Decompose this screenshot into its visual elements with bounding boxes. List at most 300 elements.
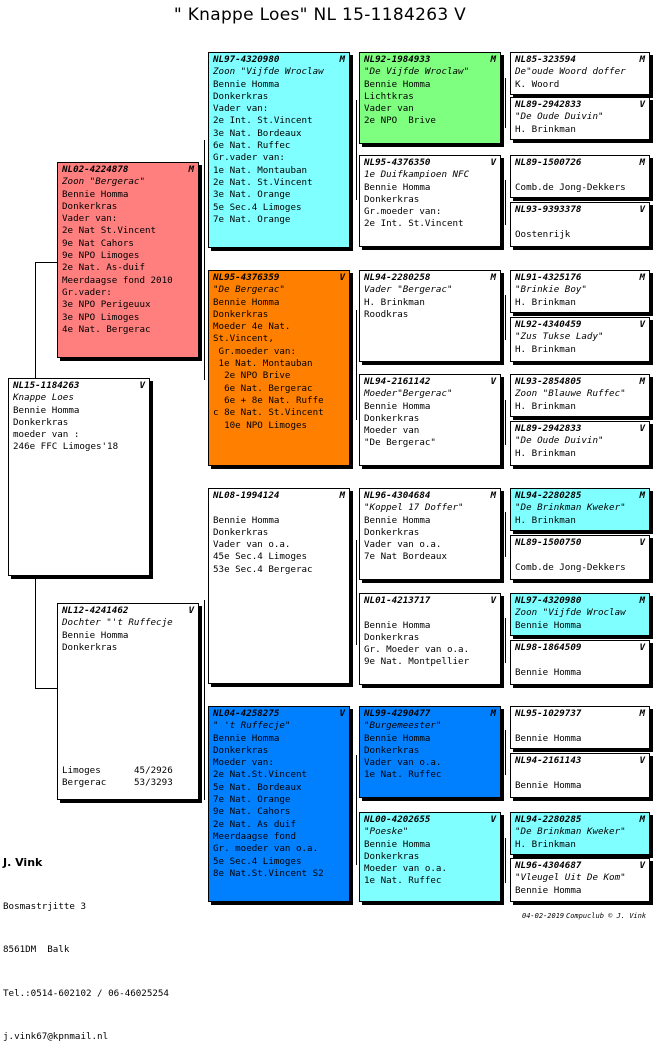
connector <box>204 140 205 380</box>
pigeon-subject <box>8 378 150 576</box>
pigeon-line: Donkerkras <box>213 526 269 538</box>
pigeon-name <box>213 502 345 514</box>
pigeon-name: "Poeske" <box>364 826 409 838</box>
pigeon-name: Dochter "'t Ruffecje <box>62 617 173 629</box>
pigeon-g16 <box>510 858 650 902</box>
pigeon-name: Zoon "Vijfde Wroclaw <box>213 66 324 78</box>
pigeon-name: De"oude Woord doffer <box>515 66 626 78</box>
ring-number: 94-2161142 <box>375 376 431 387</box>
sex-marker: V <box>490 814 496 825</box>
ring-number: 99-4290477 <box>375 708 431 719</box>
pigeon-line: Vader van: <box>62 213 118 225</box>
pigeon-line: 5e Sec.4 Limoges <box>213 201 302 213</box>
pigeon-line: Gr.moeder van: <box>213 345 296 357</box>
connector <box>356 540 357 645</box>
pigeon-line: 2e NPO Brive <box>213 370 291 382</box>
pigeon-line: Bennie Homma <box>213 514 280 526</box>
ring-number: 04-4258275 <box>224 708 280 719</box>
spacer <box>62 716 194 728</box>
pigeon-line: Vader van <box>364 103 414 115</box>
country-code: NL <box>364 272 376 283</box>
pigeon-line: Vader van o.a. <box>364 539 442 551</box>
sex-marker: V <box>639 537 645 548</box>
pigeon-g4 <box>510 202 650 247</box>
pigeon-line: 7e Nat. Orange <box>213 213 291 225</box>
pigeon-name: Vader "Bergerac" <box>364 284 453 296</box>
pigeon-line: 9e Nat. Montpellier <box>364 656 470 668</box>
pigeon-line: 5e Sec.4 Limoges <box>213 855 302 867</box>
pigeon-name: Zoon "Vijfde Wroclaw <box>515 607 626 619</box>
pigeon-line: "De Bergerac" <box>364 437 436 449</box>
pigeon-name: "Koppel 17 Doffer" <box>364 502 464 514</box>
pigeon-name: "De Oude Duivin" <box>515 111 604 123</box>
race-score: 45/2926 <box>134 764 173 776</box>
connector <box>35 262 57 263</box>
pigeon-line: 10e NPO Limoges <box>213 419 308 431</box>
pigeon-name <box>364 607 496 619</box>
country-code: NL <box>515 860 527 871</box>
ring-number: 94-2161143 <box>526 755 582 766</box>
sex-marker: V <box>139 380 145 391</box>
country-code: NL <box>213 708 225 719</box>
connector <box>505 78 506 128</box>
ring-number: 95-4376359 <box>224 272 280 283</box>
country-code: NL <box>364 54 376 65</box>
country-code: NL <box>515 595 527 606</box>
ring-number: 97-4320980 <box>224 54 280 65</box>
pigeon-line: 246e FFC Limoges'18 <box>13 441 119 453</box>
ring-number: 94-2280285 <box>526 814 582 825</box>
sex-marker: V <box>490 157 496 168</box>
pigeon-line: 1e Nat. Ruffec <box>364 875 442 887</box>
pigeon-line: Bennie Homma <box>364 838 431 850</box>
pigeon-line: 9e Nat. Cahors <box>213 806 291 818</box>
country-code: NL <box>213 272 225 283</box>
pigeon-line: Oostenrijk <box>515 228 571 240</box>
pigeon-line: 2e NPO Brive <box>364 115 436 127</box>
sex-marker: V <box>339 272 345 283</box>
pigeon-mfm <box>359 593 501 685</box>
pigeon-line: Lichtkras <box>364 90 414 102</box>
race-result <box>62 765 194 777</box>
race-result <box>62 777 194 789</box>
pigeon-header <box>515 423 645 435</box>
connector <box>505 838 506 883</box>
pigeon-line: 2e Nat. As-duif <box>62 262 145 274</box>
pigeon-fff <box>359 52 501 144</box>
sex-marker: M <box>639 54 645 65</box>
pigeon-line: Bennie Homma <box>364 514 431 526</box>
ring-number: 91-4325176 <box>526 272 582 283</box>
pigeon-g2 <box>510 97 650 140</box>
pigeon-line: Bennie Homma <box>62 188 129 200</box>
ring-number: 85-323594 <box>526 54 576 65</box>
pigeon-line: Vader van o.a. <box>364 757 442 769</box>
pigeon-line: Donkerkras <box>364 631 420 643</box>
pigeon-line: Gr.moeder van: <box>364 206 442 218</box>
ring-number: 93-2854805 <box>526 376 582 387</box>
sex-marker: V <box>639 99 645 110</box>
pigeon-header <box>364 54 496 66</box>
pigeon-name: Zoon "Bergerac" <box>62 176 145 188</box>
page-title: " Knappe Loes" NL 15-1184263 V <box>173 5 467 25</box>
country-code: NL <box>515 814 527 825</box>
pigeon-line: Moeder van <box>364 425 420 437</box>
sex-marker: M <box>639 814 645 825</box>
ring-number: 89-1500726 <box>526 157 582 168</box>
pigeon-header <box>364 272 496 284</box>
pigeon-header <box>364 708 496 720</box>
country-code: NL <box>515 423 527 434</box>
pigeon-name: Moeder"Bergerac" <box>364 388 453 400</box>
sex-marker: M <box>339 490 345 501</box>
country-code: NL <box>364 708 376 719</box>
pigeon-line: H. Brinkman <box>515 296 576 308</box>
sex-marker: M <box>639 376 645 387</box>
spacer <box>62 753 194 765</box>
country-code: NL <box>515 54 527 65</box>
pigeon-g14 <box>510 753 650 798</box>
pigeon-g1 <box>510 52 650 95</box>
pigeon-line: Bennie Homma <box>213 78 280 90</box>
pigeon-header <box>213 54 345 66</box>
sex-marker: V <box>639 755 645 766</box>
country-code: NL <box>62 164 74 175</box>
pigeon-line: 1e Nat. Ruffec <box>364 769 442 781</box>
pigeon-name: "De Oude Duivin" <box>515 435 604 447</box>
pigeon-line: 2e Int. St.Vincent <box>364 218 464 230</box>
pigeon-header <box>62 164 194 176</box>
pigeon-line: Bennie Homma <box>515 884 582 896</box>
pigeon-g15 <box>510 812 650 855</box>
country-code: NL <box>515 272 527 283</box>
country-code: NL <box>364 595 376 606</box>
ring-number: 94-2280285 <box>526 490 582 501</box>
pigeon-mmm <box>359 812 501 902</box>
pigeon-line: 6e + 8e Nat. Ruffe <box>213 394 324 406</box>
pigeon-header <box>515 376 645 388</box>
ring-number: 01-4213717 <box>375 595 431 606</box>
sex-marker: V <box>490 376 496 387</box>
country-code: NL <box>515 537 527 548</box>
pigeon-header <box>515 490 645 502</box>
pigeon-name <box>515 720 645 732</box>
ring-number: 89-1500750 <box>526 537 582 548</box>
pigeon-g6 <box>510 317 650 362</box>
ring-number: 15-1184263 <box>24 380 80 391</box>
spacer <box>62 691 194 703</box>
connector <box>505 512 506 557</box>
ring-number: 92-4340459 <box>526 319 582 330</box>
owner-email: j.vink67@kpnmail.nl <box>3 1031 109 1042</box>
pigeon-line: St.Vincent, <box>213 333 274 345</box>
country-code: NL <box>515 642 527 653</box>
pigeon-line: Gr.vader: <box>62 286 112 298</box>
ring-number: 00-4202655 <box>375 814 431 825</box>
pigeon-line: 7e Nat Bordeaux <box>364 551 447 563</box>
pigeon-line: 2e Int. St.Vincent <box>213 115 313 127</box>
ring-number: 97-4320980 <box>526 595 582 606</box>
pigeon-name <box>515 654 645 666</box>
pigeon-header <box>213 490 345 502</box>
pigeon-line: Roodkras <box>364 308 409 320</box>
pigeon-line: 4e Nat. Bergerac <box>62 323 151 335</box>
ring-number: 94-2280258 <box>375 272 431 283</box>
pigeon-name: 1e Duifkampioen NFC <box>364 169 470 181</box>
pigeon-line: Donkerkras <box>364 193 420 205</box>
pigeon-header <box>515 157 645 169</box>
pigeon-line: 3e Nat. Bordeaux <box>213 127 302 139</box>
ring-number: 96-4304687 <box>526 860 582 871</box>
sex-marker: M <box>490 708 496 719</box>
sex-marker: V <box>188 605 194 616</box>
pigeon-header <box>515 99 645 111</box>
country-code: NL <box>13 380 25 391</box>
pigeon-line: 2e Nat.St.Vincent <box>213 769 308 781</box>
ring-number: 98-1864509 <box>526 642 582 653</box>
pigeon-mm <box>208 706 350 902</box>
pigeon-fm <box>208 270 350 466</box>
sex-marker: M <box>490 272 496 283</box>
ring-number: 92-1984933 <box>375 54 431 65</box>
ring-number: 96-4304684 <box>375 490 431 501</box>
pigeon-mff <box>359 488 501 580</box>
pigeon-line: 6e Nat. Ruffec <box>213 140 291 152</box>
pigeon-name: "Brinkie Boy" <box>515 284 587 296</box>
owner-info <box>3 827 169 1059</box>
footer-credit: Compuclub © J. Vink <box>566 912 647 920</box>
pigeon-line: 9e NPO Limoges <box>62 250 140 262</box>
pigeon-header <box>515 204 645 216</box>
pigeon-line: Donkerkras <box>213 308 269 320</box>
pigeon-line: Moeder van o.a. <box>364 863 447 875</box>
pigeon-line: Meerdaagse fond 2010 <box>62 274 173 286</box>
sex-marker: M <box>639 490 645 501</box>
pigeon-header <box>515 860 645 872</box>
ring-number: 02-4224878 <box>73 164 129 175</box>
pigeon-name: "De Vijfde Wroclaw" <box>364 66 470 78</box>
pigeon-header <box>515 708 645 720</box>
race-place: Limoges <box>62 764 101 776</box>
country-code: NL <box>515 490 527 501</box>
pigeon-line: 3e NPO Limoges <box>62 311 140 323</box>
spacer <box>62 654 194 666</box>
pigeon-line: 53e Sec.4 Bergerac <box>213 563 313 575</box>
sex-marker: V <box>490 595 496 606</box>
pigeon-line: Gr. Moeder van o.a. <box>364 644 470 656</box>
country-code: NL <box>62 605 74 616</box>
pigeon-line: Donkerkras <box>62 200 118 212</box>
pigeon-line: 3e NPO Perigeuux <box>62 299 151 311</box>
pigeon-line: Bennie Homma <box>515 619 582 631</box>
race-score: 53/3293 <box>134 777 173 789</box>
pigeon-g10 <box>510 535 650 580</box>
pigeon-g13 <box>510 706 650 749</box>
sex-marker: M <box>639 157 645 168</box>
pigeon-line: Bennie Homma <box>213 732 280 744</box>
pigeon-line: Moeder 4e Nat. <box>213 321 291 333</box>
country-code: NL <box>515 319 527 330</box>
pigeon-line: Moeder van: <box>213 757 274 769</box>
pigeon-g8 <box>510 421 650 466</box>
pigeon-name: " 't Ruffecje" <box>213 720 291 732</box>
owner-city: 8561DM Balk <box>3 944 70 955</box>
pigeon-line: H. Brinkman <box>515 400 576 412</box>
pigeon-header <box>364 376 496 388</box>
pigeon-line: 6e Nat. Bergerac <box>213 382 313 394</box>
ring-number: 12-4241462 <box>73 605 129 616</box>
pigeon-g7 <box>510 374 650 417</box>
sex-marker: V <box>339 708 345 719</box>
pigeon-header <box>515 642 645 654</box>
pigeon-name: "De Bergerac" <box>213 284 285 296</box>
connector <box>356 100 357 200</box>
pigeon-name <box>515 767 645 779</box>
pigeon-name: Zoon "Blauwe Ruffec" <box>515 388 626 400</box>
connector <box>505 400 506 445</box>
pigeon-header <box>364 595 496 607</box>
pigeon-line: Donkerkras <box>364 526 420 538</box>
connector <box>204 600 205 800</box>
country-code: NL <box>515 708 527 719</box>
sex-marker: V <box>639 319 645 330</box>
pigeon-line: moeder van : <box>13 429 80 441</box>
pigeon-line: Bennie Homma <box>515 666 582 678</box>
pigeon-mother <box>57 603 199 800</box>
pigeon-line: Donkerkras <box>364 744 420 756</box>
pigeon-line: 3e Nat. Orange <box>213 189 291 201</box>
connector <box>505 295 506 340</box>
pigeon-name <box>515 549 645 561</box>
pigeon-line: Bennie Homma <box>364 619 431 631</box>
ring-number: 08-1994124 <box>224 490 280 501</box>
sex-marker: V <box>639 423 645 434</box>
pigeon-header <box>515 814 645 826</box>
pigeon-line: Vader van o.a. <box>213 539 291 551</box>
connector <box>505 618 506 663</box>
pigeon-line: 2e Nat. St.Vincent <box>213 176 313 188</box>
pigeon-name: "Vleugel Uit De Kom" <box>515 872 626 884</box>
country-code: NL <box>515 376 527 387</box>
pigeon-mmf <box>359 706 501 798</box>
country-code: NL <box>213 54 225 65</box>
pigeon-line: 1e Nat. Montauban <box>213 358 313 370</box>
pigeon-line: 9e Nat Cahors <box>62 237 134 249</box>
country-code: NL <box>515 755 527 766</box>
pigeon-header <box>13 380 145 392</box>
pigeon-name <box>515 169 645 181</box>
pigeon-fmf <box>359 270 501 362</box>
pigeon-header <box>515 537 645 549</box>
pigeon-line: 2e Nat. As duif <box>213 818 296 830</box>
ring-number: 95-1029737 <box>526 708 582 719</box>
pigeon-line: Bennie Homma <box>13 404 80 416</box>
pigeon-header <box>515 319 645 331</box>
sex-marker: V <box>639 642 645 653</box>
footer-date: 04-02-2019 <box>522 912 565 920</box>
pigeon-line: 8e Nat.St.Vincent S2 <box>213 867 324 879</box>
pigeon-line: H. Brinkman <box>515 838 576 850</box>
ring-number: 89-2942833 <box>526 423 582 434</box>
race-place: Bergerac <box>62 777 107 789</box>
pigeon-name: "Zus Tukse Lady" <box>515 331 604 343</box>
pigeon-line: 1e Nat. Montauban <box>213 164 308 176</box>
pigeon-name <box>515 216 645 228</box>
sex-marker: M <box>188 164 194 175</box>
pigeon-line: Donkerkras <box>364 850 420 862</box>
pigeon-line: H. Brinkman <box>364 296 425 308</box>
pigeon-line: Bennie Homma <box>364 732 431 744</box>
pigeon-name: "Burgemeester" <box>364 720 442 732</box>
pigeon-header <box>515 755 645 767</box>
pigeon-line: Donkerkras <box>213 90 269 102</box>
country-code: NL <box>213 490 225 501</box>
pigeon-line: 5e Nat. Bordeaux <box>213 781 302 793</box>
pigeon-header <box>515 272 645 284</box>
sex-marker: V <box>639 204 645 215</box>
country-code: NL <box>515 99 527 110</box>
pigeon-line: H. Brinkman <box>515 123 576 135</box>
pigeon-header <box>515 54 645 66</box>
spacer <box>62 703 194 715</box>
country-code: NL <box>364 490 376 501</box>
pigeon-header <box>213 272 345 284</box>
country-code: NL <box>364 157 376 168</box>
country-code: NL <box>364 376 376 387</box>
pigeon-name: "De Brinkman Kweker" <box>515 502 626 514</box>
pigeon-line: Bennie Homma <box>515 732 582 744</box>
pigeon-line: Bennie Homma <box>364 181 431 193</box>
pigeon-line: K. Woord <box>515 78 560 90</box>
ring-number: 93-9393378 <box>526 204 582 215</box>
pigeon-line: 45e Sec.4 Limoges <box>213 551 308 563</box>
pigeon-g9 <box>510 488 650 531</box>
pigeon-g3 <box>510 155 650 198</box>
pigeon-g5 <box>510 270 650 313</box>
pigeon-line: Donkerkras <box>364 412 420 424</box>
pigeon-line: Bennie Homma <box>515 779 582 791</box>
country-code: NL <box>515 157 527 168</box>
country-code: NL <box>364 814 376 825</box>
pigeon-g12 <box>510 640 650 685</box>
pigeon-line: H. Brinkman <box>515 514 576 526</box>
pigeon-line: Gr.vader van: <box>213 152 285 164</box>
pigeon-line: Bennie Homma <box>364 400 431 412</box>
pigeon-name: "De Brinkman Kweker" <box>515 826 626 838</box>
ring-number: 95-4376350 <box>375 157 431 168</box>
owner-name: J. Vink <box>3 856 43 869</box>
pigeon-header <box>515 595 645 607</box>
pigeon-fmm <box>359 374 501 466</box>
pigeon-line: 7e Nat. Orange <box>213 794 291 806</box>
pigeon-line: Comb.de Jong-Dekkers <box>515 181 626 193</box>
spacer <box>62 679 194 691</box>
pigeon-mf <box>208 488 350 684</box>
sex-marker: M <box>639 595 645 606</box>
spacer <box>62 740 194 752</box>
spacer <box>62 666 194 678</box>
sex-marker: M <box>490 490 496 501</box>
connector <box>505 180 506 225</box>
sex-marker: M <box>339 54 345 65</box>
owner-phone: Tel.:0514-602102 / 06-46025254 <box>3 987 169 999</box>
connector <box>505 730 506 775</box>
pigeon-name: Knappe Loes <box>13 392 74 404</box>
pigeon-header <box>364 157 496 169</box>
connector <box>356 755 357 865</box>
sex-marker: M <box>639 708 645 719</box>
pigeon-father <box>57 162 199 358</box>
